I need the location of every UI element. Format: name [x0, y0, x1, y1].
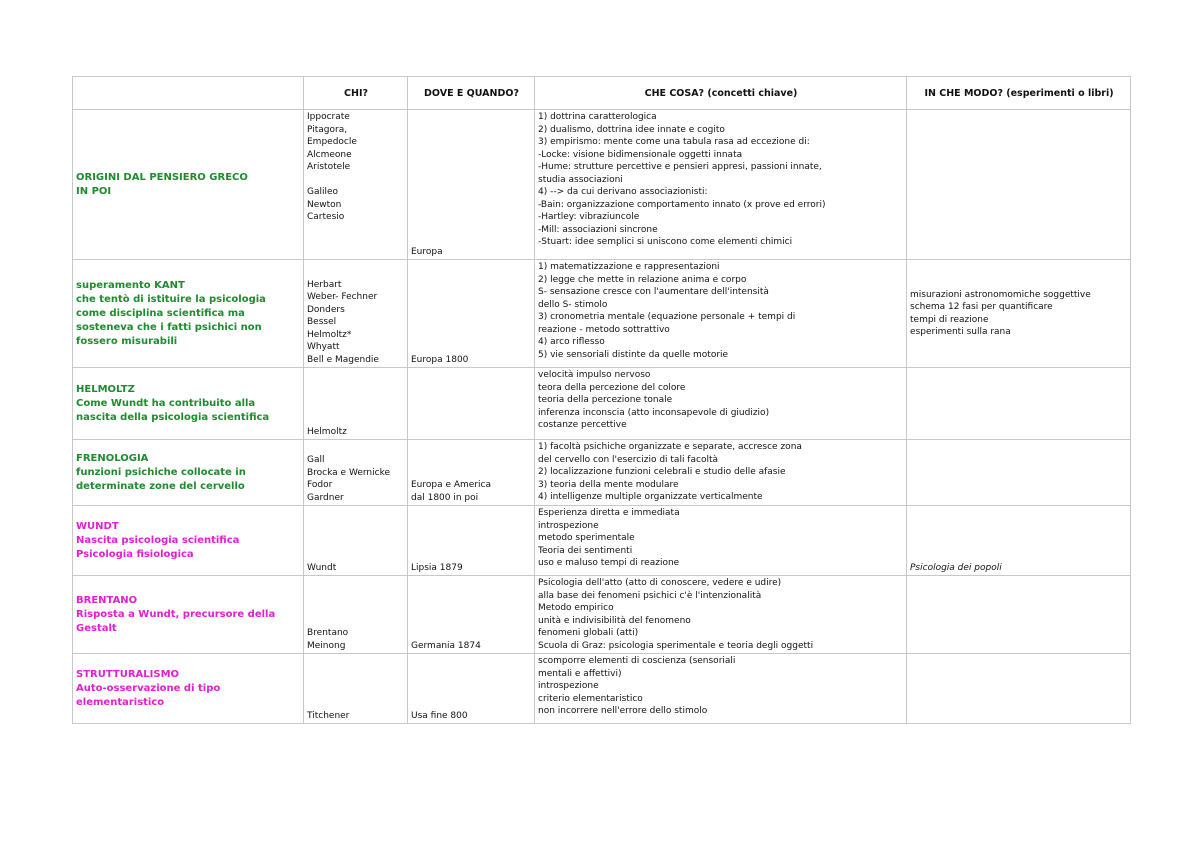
cosa-line: 3) empirismo: mente come una tabula rasa ad eccezione di: [538, 137, 810, 147]
table-row [73, 440, 1131, 506]
topic-line: sosteneva che i fatti psichici non [76, 321, 262, 333]
cosa-line: unità e indivisibilità del fenomeno [538, 615, 691, 626]
topic-cell [73, 368, 304, 440]
table-row [73, 260, 1131, 368]
header-dove: DOVE E QUANDO? [408, 77, 535, 110]
modo-cell [907, 110, 1131, 260]
dove-cell [408, 260, 535, 368]
modo-cell [907, 440, 1131, 506]
table-body [73, 110, 1131, 724]
chi-line [307, 174, 405, 187]
chi-line: Helmoltz* [307, 329, 352, 340]
topic-line: IN POI [76, 185, 112, 197]
topic-line: funzioni psichiche collocate in [76, 466, 246, 478]
cosa-line: -Mill: associazioni sincrone [538, 224, 658, 235]
chi-line: Newton [307, 199, 342, 210]
cosa-line: costanze percettive [538, 420, 627, 430]
topic-line: come disciplina scientifica ma [76, 307, 245, 319]
chi-line: Titchener [307, 710, 350, 721]
chi-cell [304, 506, 408, 576]
chi-cell [304, 260, 408, 368]
cosa-line: 2) localizzazione funzioni celebrali e studio delle afasie [538, 467, 786, 477]
cosa-cell [535, 110, 907, 260]
cosa-line: velocità impulso nervoso [538, 370, 651, 380]
topic-line: elementaristico [76, 696, 165, 708]
cosa-line: inferenza inconscia (atto inconsapevole di giudizio) [538, 407, 770, 418]
chi-line: Helmoltz [307, 426, 347, 437]
dove-line: Usa fine 800 [411, 710, 468, 721]
topic-line: nascita della psicologia scientifica [76, 411, 270, 423]
cosa-line: alla base dei fenomeni psichici c'è l'intenzionalità [538, 590, 762, 601]
modo-cell [907, 368, 1131, 440]
chi-line: Pitagora, [307, 124, 348, 135]
dove-cell [408, 654, 535, 724]
cosa-line: 4) intelligenze multiple organizzate verticalmente [538, 492, 763, 502]
topic-cell [73, 576, 304, 654]
cosa-cell [535, 506, 907, 576]
cosa-line: S- sensazione cresce con l'aumentare dell'intensità [538, 287, 769, 297]
dove-line: Europa 1800 [411, 354, 469, 365]
topic-line: STRUTTURALISMO [76, 668, 180, 680]
cosa-line: 3) teoria della mente modulare [538, 479, 679, 490]
modo-cell [907, 576, 1131, 654]
cosa-line: mentali e affettivi) [538, 668, 622, 679]
cosa-line: 5) vie sensoriali distinte da quelle motorie [538, 349, 729, 360]
chi-line: Herbart [307, 279, 342, 290]
cosa-line: 4) --> da cui derivano associazionisti: [538, 187, 708, 197]
header-cosa: CHE COSA? (concetti chiave) [535, 77, 907, 110]
chi-line: Gall [307, 455, 325, 465]
cosa-line: non incorrere nell'errore dello stimolo [538, 706, 708, 716]
topic-cell [73, 654, 304, 724]
chi-line: Gardner [307, 492, 344, 503]
cosa-line: 1) dottrina caratterologica [538, 112, 657, 122]
cosa-line: 2) legge che mette in relazione anima e corpo [538, 274, 747, 285]
chi-line: Aristotele [307, 162, 351, 172]
chi-line: Donders [307, 304, 345, 315]
topic-line: determinate zone del cervello [76, 480, 245, 492]
dove-line: Germania 1874 [411, 640, 481, 651]
topic-line: FRENOLOGIA [76, 452, 149, 464]
dove-cell [408, 506, 535, 576]
topic-line: fossero misurabili [76, 335, 178, 347]
topic-line: Auto-osservazione di tipo [76, 682, 221, 694]
modo-line: schema 12 fasi per quantificare [910, 302, 1053, 312]
topic-line: Risposta a Wundt, precursore della [76, 608, 276, 620]
modo-line: esperimenti sulla rana [910, 327, 1011, 337]
table-row [73, 576, 1131, 654]
modo-line: Psicologia dei popoli [910, 562, 1002, 573]
chi-cell [304, 576, 408, 654]
topic-line: Nascita psicologia scientifica [76, 534, 240, 546]
chi-line: Whyatt [307, 342, 340, 352]
table-row [73, 368, 1131, 440]
dove-line: dal 1800 in poi [411, 492, 479, 503]
cosa-line: introspezione [538, 681, 599, 691]
chi-line: Bell e Magendie [307, 354, 379, 365]
notes-table [72, 76, 1131, 724]
cosa-line: -Hume: strutture percettive e pensieri appresi, passioni innate, [538, 162, 822, 172]
cosa-line: -Stuart: idee semplici si uniscono come elementi chimici [538, 237, 793, 247]
modo-cell [907, 654, 1131, 724]
topic-cell [73, 260, 304, 368]
chi-line: Alcmeone [307, 149, 352, 160]
cosa-line: fenomeni globali (atti) [538, 628, 639, 638]
cosa-line: scomporre elementi di coscienza (sensoriali [538, 656, 736, 666]
cosa-line: 3) cronometria mentale (equazione personale + tempi di [538, 312, 796, 322]
dove-cell [408, 368, 535, 440]
dove-line: Europa [411, 246, 443, 257]
cosa-line: 2) dualismo, dottrina idee innate e cogito [538, 124, 725, 135]
chi-line: Fodor [307, 480, 333, 490]
chi-line: Brocka e Wernicke [307, 467, 390, 478]
cosa-line: 4) arco riflesso [538, 337, 605, 347]
topic-line: Gestalt [76, 622, 117, 634]
cosa-line: Psicologia dell'atto (atto di conoscere, vedere e udire) [538, 578, 782, 588]
table-row [73, 110, 1131, 260]
cosa-line: metodo sperimentale [538, 533, 635, 543]
modo-cell [907, 506, 1131, 576]
chi-line: Weber- Fechner [307, 292, 378, 302]
cosa-line: -Hartley: vibraziuncole [538, 212, 640, 222]
cosa-line: teora della percezione del colore [538, 382, 686, 393]
cosa-line: teoria della percezione tonale [538, 395, 673, 405]
cosa-line: Esperienza diretta e immediata [538, 508, 680, 518]
cosa-line: studia associazioni [538, 174, 623, 185]
topic-line: WUNDT [76, 520, 119, 532]
topic-line: HELMOLTZ [76, 383, 135, 395]
topic-cell [73, 440, 304, 506]
cosa-line: -Bain: organizzazione comportamento innato (x prove ed errori) [538, 199, 826, 210]
dove-cell [408, 440, 535, 506]
cosa-line: Teoria dei sentimenti [538, 545, 633, 556]
cosa-line: dello S- stimolo [538, 299, 608, 310]
topic-line: ORIGINI DAL PENSIERO GRECO [76, 171, 248, 183]
cosa-line: 1) matematizzazione e rappresentazioni [538, 262, 720, 272]
header-row [73, 77, 1131, 110]
cosa-cell [535, 576, 907, 654]
cosa-line: criterio elementaristico [538, 693, 643, 704]
table-row [73, 506, 1131, 576]
dove-cell [408, 110, 535, 260]
cosa-line: introspezione [538, 520, 599, 531]
cosa-line: Scuola di Graz: psicologia sperimentale e teoria degli oggetti [538, 640, 814, 651]
header-chi: CHI? [304, 77, 408, 110]
cosa-cell [535, 368, 907, 440]
cosa-cell [535, 440, 907, 506]
topic-cell [73, 110, 304, 260]
cosa-line: 1) facoltà psichiche organizzate e separate, accresce zona [538, 442, 802, 452]
chi-line: Galileo [307, 187, 339, 197]
chi-line: Meinong [307, 640, 346, 651]
cosa-line: del cervello con l'esercizio di tali facoltà [538, 454, 718, 465]
chi-cell [304, 110, 408, 260]
dove-line: Europa e America [411, 480, 492, 490]
cosa-line: reazione - metodo sottrattivo [538, 324, 670, 335]
cosa-line: -Locke: visione bidimensionale oggetti innata [538, 149, 743, 160]
dove-cell [408, 576, 535, 654]
chi-line: Wundt [307, 562, 337, 573]
chi-line: Cartesio [307, 212, 345, 222]
chi-cell [304, 440, 408, 506]
topic-line: Psicologia fisiologica [76, 548, 194, 560]
modo-line: misurazioni astronomomiche soggettive [910, 289, 1091, 300]
chi-line: Bessel [307, 317, 337, 327]
cosa-line: uso e maluso tempi di reazione [538, 558, 680, 568]
topic-cell [73, 506, 304, 576]
modo-line: tempi di reazione [910, 314, 989, 325]
topic-line: superamento KANT [76, 279, 185, 291]
header-modo: IN CHE MODO? (esperimenti o libri) [907, 77, 1131, 110]
header-topic [73, 77, 304, 110]
chi-cell [304, 368, 408, 440]
chi-line: Brentano [307, 628, 349, 638]
topic-line: BRENTANO [76, 594, 138, 606]
cosa-cell [535, 654, 907, 724]
cosa-line: Metodo empirico [538, 603, 614, 613]
table-row [73, 654, 1131, 724]
topic-line: Come Wundt ha contribuito alla [76, 397, 256, 409]
chi-line: Empedocle [307, 137, 357, 147]
modo-cell [907, 260, 1131, 368]
chi-cell [304, 654, 408, 724]
chi-line: Ippocrate [307, 112, 350, 122]
dove-line: Lipsia 1879 [411, 562, 463, 573]
cosa-cell [535, 260, 907, 368]
topic-line: che tentò di istituire la psicologia [76, 293, 266, 305]
